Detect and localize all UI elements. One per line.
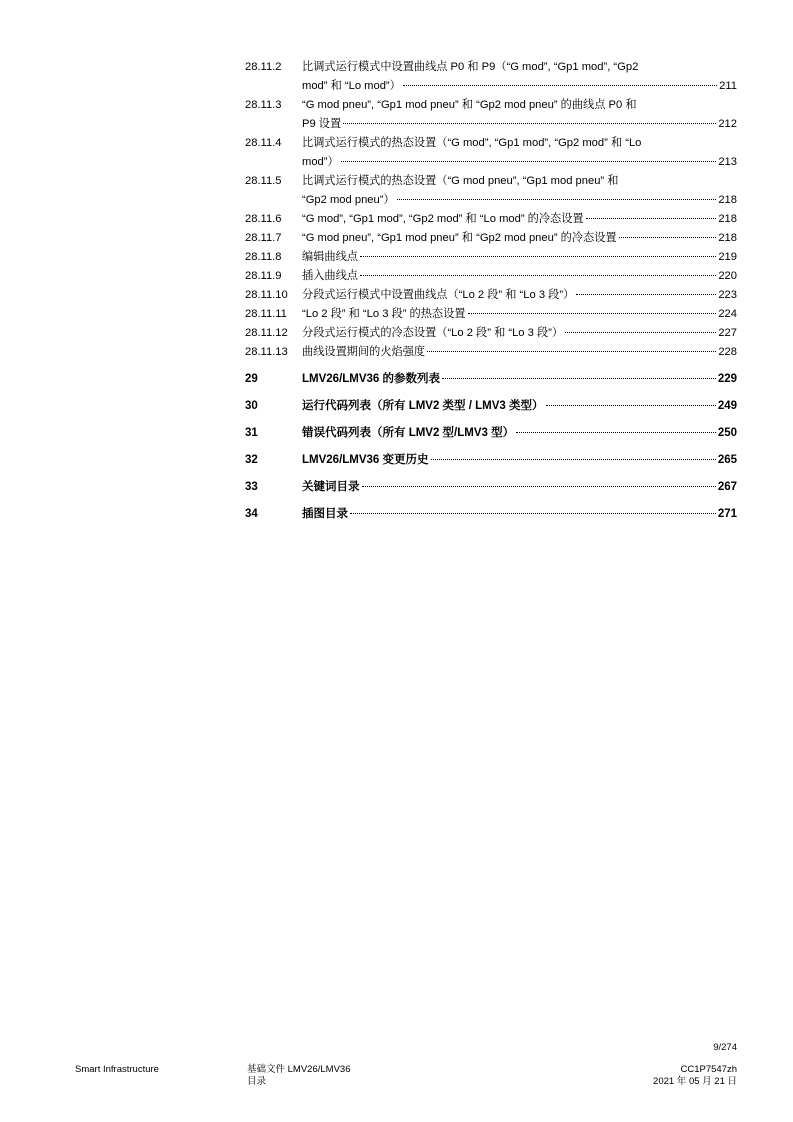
toc-entry-title-text: mod” 和 “Lo mod”） [302, 80, 401, 92]
dot-leader [576, 294, 716, 295]
toc-entry-number: 28.11.10 [245, 289, 288, 301]
toc-entry-title-text: “G mod pneu”, “Gp1 mod pneu” 和 “Gp2 mod pneu” 的冷态设置 [302, 232, 617, 244]
toc-chapter-page: 271 [717, 508, 737, 520]
toc-chapter-line [302, 451, 737, 470]
toc-chapter-title [302, 505, 737, 524]
doc-date: 2021 年 05 月 21 日 [653, 1076, 737, 1087]
dot-leader [427, 351, 716, 352]
toc-entry-title [302, 96, 737, 134]
toc-chapter-title [302, 397, 737, 416]
toc-entry[interactable] [245, 267, 737, 286]
toc-entry-title-line: 比调式运行模式中设置曲线点 P0 和 P9（“G mod”, “Gp1 mod”, “Gp2 [302, 61, 639, 73]
toc-entry-title-text: 插入曲线点 [302, 270, 358, 282]
dot-leader [360, 275, 716, 276]
dot-leader [341, 161, 717, 162]
toc-chapter-number: 29 [245, 373, 258, 385]
toc-entry-title [302, 58, 737, 96]
toc-entry-page: 220 [718, 270, 737, 282]
toc-chapter-title-text: 错误代码列表（所有 LMV2 型/LMV3 型） [302, 427, 515, 439]
company-name: Smart Infrastructure [75, 1064, 159, 1075]
doc-code: CC1P7547zh [680, 1064, 737, 1075]
section-name: 目录 [247, 1076, 267, 1087]
toc-entry[interactable] [245, 286, 737, 305]
toc-chapter-title-text: LMV26/LMV36 的参数列表 [302, 373, 441, 385]
dot-leader [362, 486, 716, 487]
toc-entry-title-line: “G mod pneu”, “Gp1 mod pneu” 和 “Gp2 mod pneu” 的曲线点 P0 和 [302, 99, 637, 111]
toc-entry[interactable] [245, 248, 737, 267]
toc-entry-number: 28.11.5 [245, 175, 282, 187]
toc-chapter-number: 30 [245, 400, 258, 412]
toc-entry-title-line: 比调式运行模式的热态设置（“G mod pneu”, “Gp1 mod pneu” 和 [302, 175, 619, 187]
toc-chapter-page: 267 [717, 481, 737, 493]
toc-entry-title [302, 343, 737, 362]
doc-title: 基础文件 LMV26/LMV36 [247, 1064, 351, 1075]
dot-leader [343, 123, 716, 124]
toc-chapter-entry[interactable] [245, 451, 737, 470]
toc-chapter-entry[interactable] [245, 397, 737, 416]
toc-entry-page: 212 [718, 118, 737, 130]
toc-entry[interactable] [245, 134, 737, 172]
doc-info [247, 1064, 350, 1088]
toc-chapter-entry[interactable] [245, 478, 737, 497]
toc-chapter-number: 32 [245, 454, 258, 466]
toc-entry-title [302, 324, 737, 343]
toc-chapter-number: 34 [245, 508, 258, 520]
toc-entry-number: 28.11.2 [245, 61, 282, 73]
toc-entry-page: 227 [718, 327, 737, 339]
toc-entry-number: 28.11.7 [245, 232, 282, 244]
toc-entry-title [302, 210, 737, 229]
toc-entry-title [302, 172, 737, 210]
toc-entry-page: 224 [718, 308, 737, 320]
toc-entry-number: 28.11.8 [245, 251, 282, 263]
toc-entry-page: 218 [718, 232, 737, 244]
toc-chapter-page: 249 [717, 400, 737, 412]
toc-entry-last-line [302, 210, 737, 229]
toc-entry[interactable] [245, 58, 737, 96]
toc-chapter-title [302, 478, 737, 497]
toc-entry-number: 28.11.13 [245, 346, 288, 358]
toc-entry-title-text: “Lo 2 段” 和 “Lo 3 段” 的热态设置 [302, 308, 466, 320]
toc-entry-last-line [302, 229, 737, 248]
doc-meta [653, 1064, 737, 1088]
toc-entry-title-text: 编辑曲线点 [302, 251, 358, 263]
toc-chapter-entry[interactable] [245, 424, 737, 443]
toc-chapter-page: 250 [717, 427, 737, 439]
dot-leader [619, 237, 717, 238]
dot-leader [442, 378, 716, 379]
toc-entry[interactable] [245, 172, 737, 210]
dot-leader [468, 313, 717, 314]
toc-chapter-line [302, 424, 737, 443]
dot-leader [403, 85, 717, 86]
toc-entry[interactable] [245, 210, 737, 229]
toc-chapter-title-text: 运行代码列表（所有 LMV2 类型 / LMV3 类型） [302, 400, 544, 412]
toc-entry-title [302, 229, 737, 248]
toc-chapter-entry[interactable] [245, 505, 737, 524]
toc-entry-page: 228 [718, 346, 737, 358]
toc-chapter-entry[interactable] [245, 370, 737, 389]
toc-entry-title-text: mod”） [302, 156, 339, 168]
toc-entry-title-text: 分段式运行模式中设置曲线点（“Lo 2 段” 和 “Lo 3 段”） [302, 289, 575, 301]
toc-entry-last-line [302, 115, 737, 134]
toc-chapter-page: 229 [717, 373, 737, 385]
toc-entry-title [302, 305, 737, 324]
toc-entry-last-line [302, 77, 737, 96]
toc-entry-page: 223 [718, 289, 737, 301]
toc-entry[interactable] [245, 229, 737, 248]
toc-chapter-title-text: LMV26/LMV36 变更历史 [302, 454, 429, 466]
toc-entry-title-text: “Gp2 mod pneu”） [302, 194, 395, 206]
toc-entry-title-text: “G mod”, “Gp1 mod”, “Gp2 mod” 和 “Lo mod” 的冷态设置 [302, 213, 584, 225]
table-of-contents [245, 58, 737, 524]
toc-entry[interactable] [245, 343, 737, 362]
toc-chapter-line [302, 505, 737, 524]
toc-entry-title-text: 曲线设置期间的火焰强度 [302, 346, 426, 358]
toc-entry[interactable] [245, 96, 737, 134]
dot-leader [516, 432, 716, 433]
toc-entry-number: 28.11.9 [245, 270, 282, 282]
toc-entry[interactable] [245, 324, 737, 343]
dot-leader [586, 218, 717, 219]
toc-entry-title [302, 286, 737, 305]
toc-entry-page: 213 [718, 156, 737, 168]
toc-entry-last-line [302, 248, 737, 267]
toc-entry-number: 28.11.11 [245, 308, 287, 320]
toc-chapter-line [302, 478, 737, 497]
toc-entry-title-text: P9 设置 [302, 118, 342, 130]
toc-entry[interactable] [245, 305, 737, 324]
toc-chapter-title-text: 插图目录 [302, 508, 348, 520]
toc-entry-last-line [302, 153, 737, 172]
toc-entry-number: 28.11.12 [245, 327, 288, 339]
toc-chapter-line [302, 397, 737, 416]
toc-entry-title [302, 267, 737, 286]
toc-entry-page: 218 [718, 213, 737, 225]
toc-entry-number: 28.11.3 [245, 99, 282, 111]
toc-chapter-line [302, 370, 737, 389]
toc-entry-number: 28.11.4 [245, 137, 282, 149]
dot-leader [565, 332, 716, 333]
sub-entries [245, 58, 737, 362]
toc-entry-last-line [302, 324, 737, 343]
toc-entry-last-line [302, 305, 737, 324]
dot-leader [546, 405, 716, 406]
toc-chapter-page: 265 [717, 454, 737, 466]
toc-entry-page: 218 [718, 194, 737, 206]
toc-entry-title-line: 比调式运行模式的热态设置（“G mod”, “Gp1 mod”, “Gp2 mod” 和 “Lo [302, 137, 642, 149]
toc-chapter-number: 31 [245, 427, 258, 439]
chapter-entries [245, 370, 737, 524]
toc-entry-title [302, 248, 737, 267]
toc-chapter-title-text: 关键词目录 [302, 481, 360, 493]
toc-entry-title [302, 134, 737, 172]
toc-chapter-number: 33 [245, 481, 258, 493]
toc-entry-page: 211 [719, 80, 737, 92]
dot-leader [397, 199, 717, 200]
toc-entry-last-line [302, 343, 737, 362]
toc-chapter-title [302, 451, 737, 470]
dot-leader [431, 459, 716, 460]
toc-entry-title-text: 分段式运行模式的冷态设置（“Lo 2 段” 和 “Lo 3 段”） [302, 327, 564, 339]
toc-entry-last-line [302, 267, 737, 286]
toc-entry-page: 219 [718, 251, 737, 263]
toc-entry-number: 28.11.6 [245, 213, 282, 225]
toc-chapter-title [302, 370, 737, 389]
toc-entry-last-line [302, 286, 737, 305]
toc-entry-last-line [302, 191, 737, 210]
page-number: 9/274 [713, 1042, 737, 1053]
dot-leader [360, 256, 716, 257]
toc-chapter-title [302, 424, 737, 443]
dot-leader [350, 513, 716, 514]
